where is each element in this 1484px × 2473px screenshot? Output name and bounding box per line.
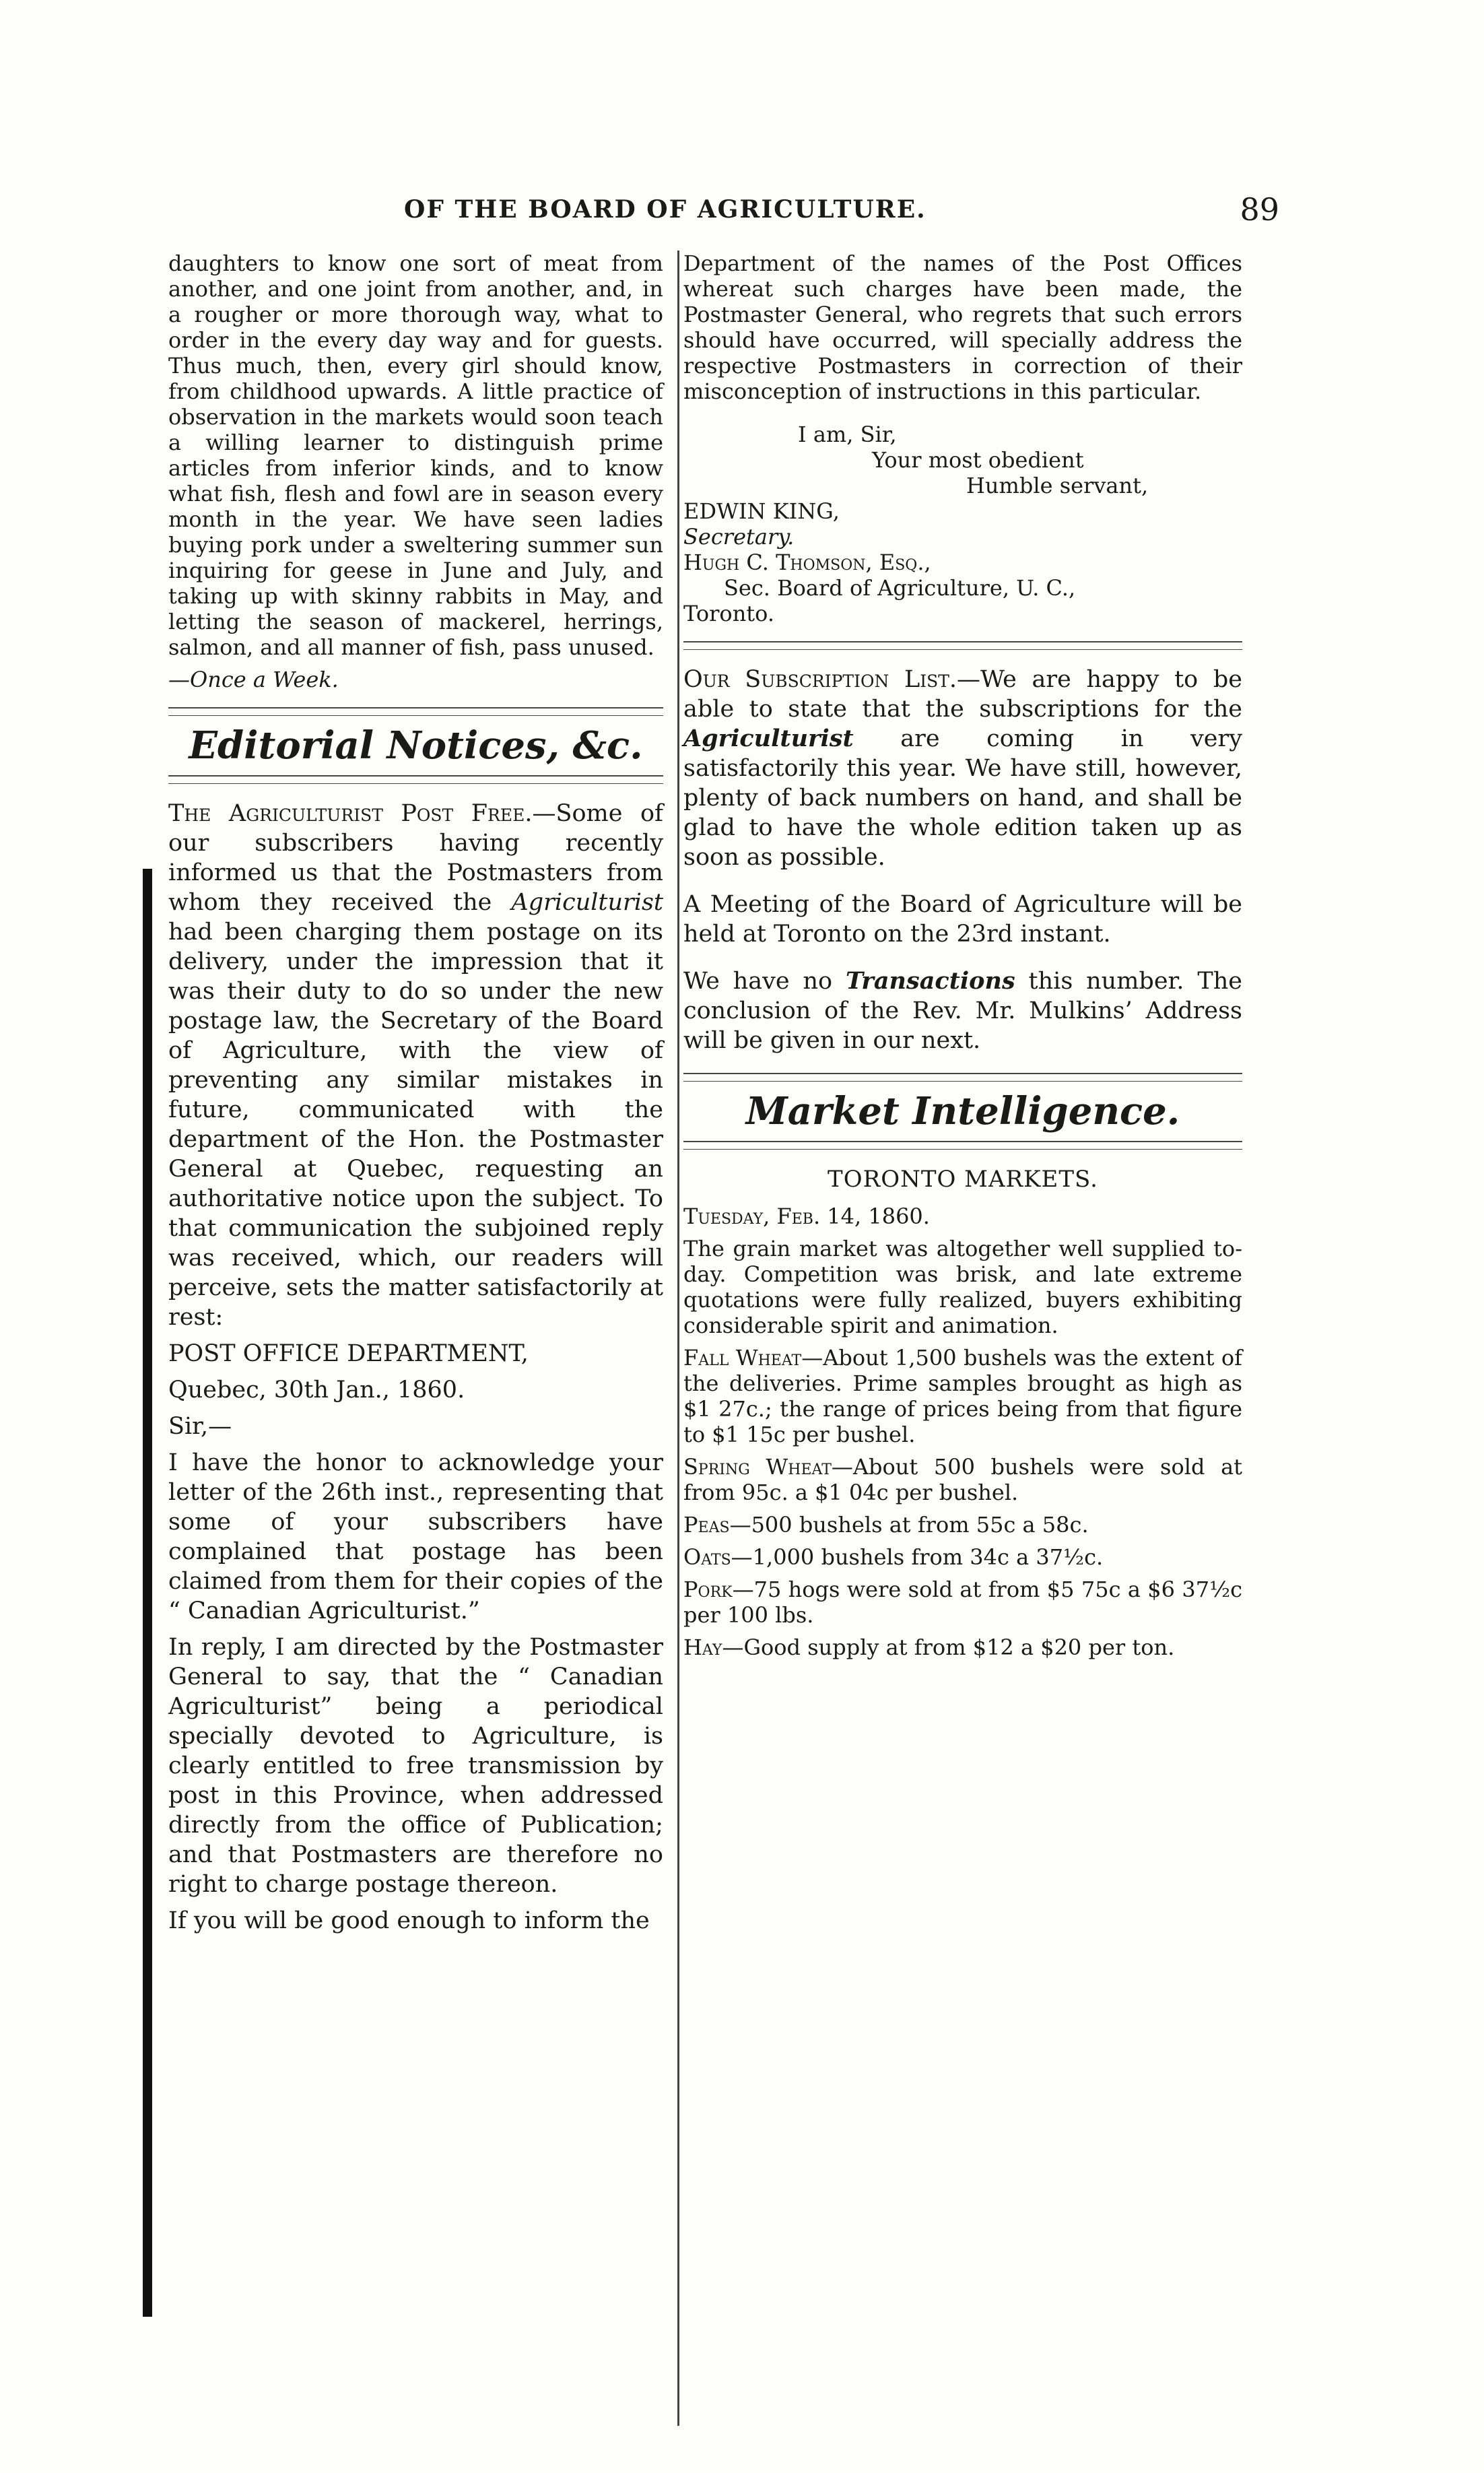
right-column xyxy=(683,251,1242,1667)
markets-summary: The grain market was altogether well supplied to-day. Competition was brisk, and late extreme quotations were fully realized, buyers exhibiting considerable spirit and animation. xyxy=(683,1236,1242,1338)
transactions-notice: We have no Transactions this number. The conclusion of the Rev. Mr. Mulkins’ Address will be given in our next. xyxy=(683,967,1243,1054)
letter-paragraph: If you will be good enough to inform the xyxy=(168,1907,650,1934)
page-number: 89 xyxy=(1240,191,1279,228)
running-title: OF THE BOARD OF AGRICULTURE. xyxy=(404,195,926,224)
left-column xyxy=(168,251,663,1942)
column-divider xyxy=(677,251,679,2426)
markets-date: Tuesday, Feb. 14, 1860. xyxy=(683,1203,930,1229)
market-pork: Pork—75 hogs were sold at from $5 75c a $6 37½c per 100 lbs. xyxy=(683,1577,1242,1628)
letter-continuation: Department of the names of the Post Offices whereat such charges have been made, the Postmaster General, who regrets that such errors should have occurred, will specially address the respective Postmasters in correction of their misconception of instructions in this particular. xyxy=(683,251,1242,404)
market-peas: Peas—500 bushels at from 55c a 58c. xyxy=(683,1512,1089,1538)
section-rule xyxy=(683,1073,1242,1082)
section-rule xyxy=(168,775,663,784)
notice-title: The Agriculturist Post Free. xyxy=(168,800,533,827)
section-rule xyxy=(683,1141,1242,1150)
running-header xyxy=(404,191,1279,229)
markets-title: TORONTO MARKETS. xyxy=(828,1166,1098,1193)
letter-paragraph: In reply, I am directed by the Postmaster General to say, that the “ Canadian Agriculturist” being a periodical specially devoted to Agriculture, is clearly entitled to free transmission by post in this Province, when addressed directly from the office of Publication; and that Postmasters are therefore no right to charge postage thereon. xyxy=(168,1634,663,1898)
addressee-line: Toronto. xyxy=(683,601,775,626)
market-fall-wheat: Fall Wheat—About 1,500 bushels was the extent of the deliveries. Prime samples brought as high as $1 27c.; the range of prices being from that figure to $1 15c per bushel. xyxy=(683,1345,1242,1447)
market-spring-wheat: Spring Wheat—About 500 bushels were sold at from 95c. a $1 04c per bushel. xyxy=(683,1454,1242,1505)
letter-close: Your most obedient xyxy=(872,447,1084,473)
market-oats: Oats—1,000 bushels from 34c a 37½c. xyxy=(683,1544,1104,1570)
market-heading: Market Intelligence. xyxy=(745,1089,1180,1133)
subscription-notice: Our Subscription List.—We are happy to be able to state that the subscriptions for the Agriculturist are coming in very satisfactorily this year. We have still, however, plenty of back numbers on hand, and shall be glad to have the whole edition taken up as soon as possible. xyxy=(683,666,1243,871)
article-end-text: daughters to know one sort of meat from another, and one joint from another, and, in a rougher or more thorough way, what to order in the every day way and for guests. Thus much, then, every girl should know, from childhood upwards. A little practice of observation in the markets would soon teach a willing learner to distinguish prime articles from inferior kinds, and to know what fish, flesh and fowl are in season every month in the year. We have seen ladies buying pork under a sweltering summer sun inquiring for geese in June and July, and taking up with skinny rabbits in May, and letting the season of mackerel, herrings, salmon, and all manner of fish, pass unused. xyxy=(168,251,663,660)
letter-close: I am, Sir, xyxy=(798,422,897,447)
signer-name: EDWIN KING, xyxy=(683,498,840,524)
letter-place: Quebec, 30th Jan., 1860. xyxy=(168,1377,465,1404)
signer-title: Secretary. xyxy=(683,524,795,550)
notice-post-free: The Agriculturist Post Free.—Some of our subscribers having recently informed us that the Postmasters from whom they received the Agriculturist had been charging them postage on its delivery, under the impression that it was their duty to do so under the new postage law, the Secretary of the Board of Agriculture, with the view of preventing any similar mistakes in future, communicated with the department of the Hon. the Postmaster General at Quebec, requesting an authoritative notice upon the subject. To that communication the subjoined reply was received, which, our readers will perceive, sets the matter satisfactorily at rest: xyxy=(168,800,663,1331)
letter-head: POST OFFICE DEPARTMENT, xyxy=(168,1340,529,1367)
addressee-line: Sec. Board of Agriculture, U. C., xyxy=(724,575,1076,601)
addressee: Hugh C. Thomson, Esq., xyxy=(683,550,931,575)
editorial-heading: Editorial Notices, &c. xyxy=(189,723,643,768)
article-source: —Once a Week. xyxy=(168,667,339,692)
section-rule xyxy=(168,707,663,716)
letter-salutation: Sir,— xyxy=(168,1413,232,1440)
letter-close: Humble servant, xyxy=(966,473,1149,498)
margin-bar xyxy=(143,869,152,2317)
letter-paragraph: I have the honor to acknowledge your letter of the 26th inst., representing that some of your subscribers have complained that postage has been claimed from them for their copies of the “ Canadian Agriculturist.” xyxy=(168,1449,663,1624)
section-rule xyxy=(683,641,1242,650)
meeting-notice: A Meeting of the Board of Agriculture will be held at Toronto on the 23rd instant. xyxy=(683,891,1242,948)
market-hay: Hay—Good supply at from $12 a $20 per ton. xyxy=(683,1635,1175,1660)
